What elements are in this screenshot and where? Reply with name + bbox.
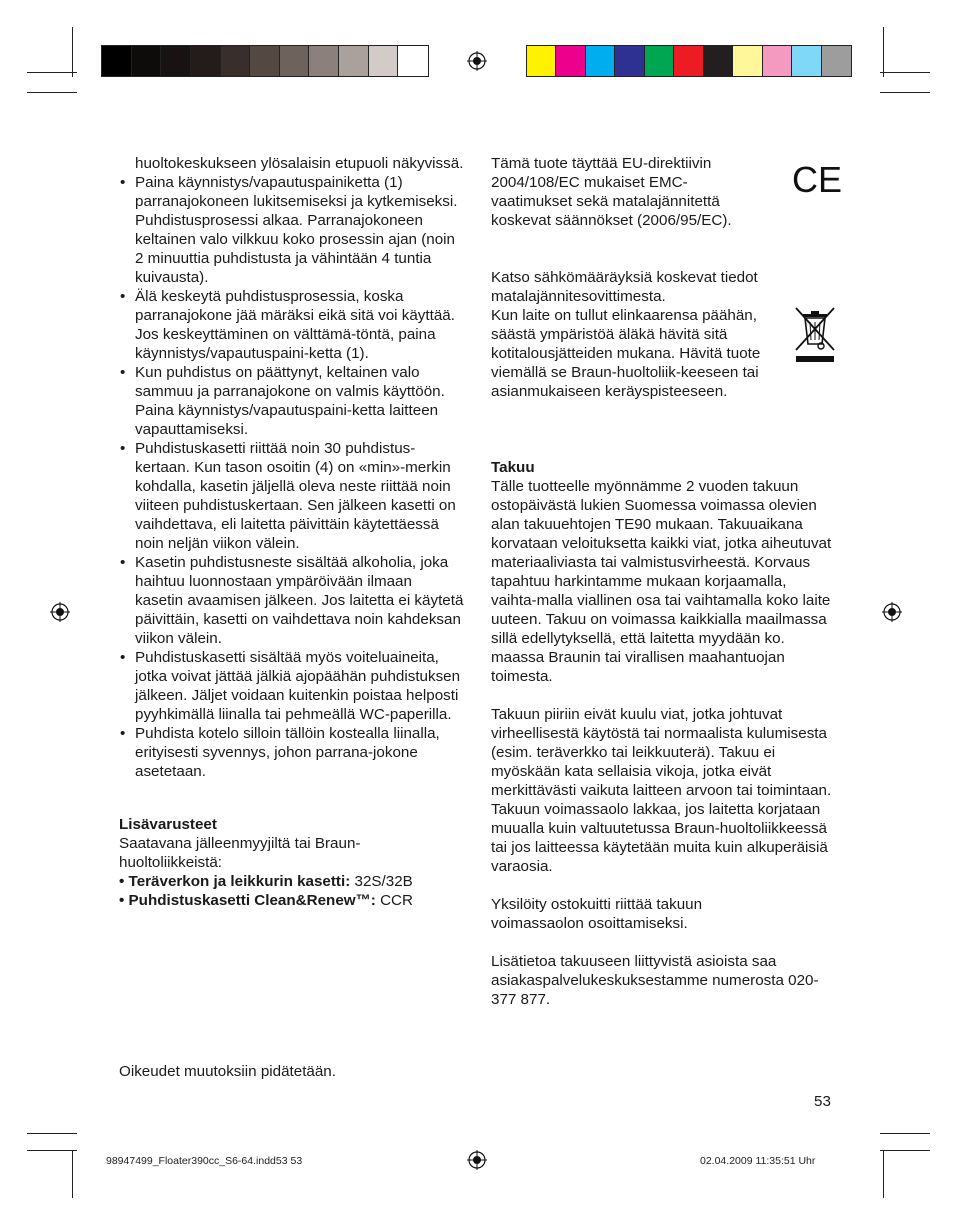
- gray-swatch: [369, 46, 399, 76]
- gray-swatch: [309, 46, 339, 76]
- ce-mark-icon: [792, 159, 843, 200]
- list-item: • Kasetin puhdistusneste sisältää alkoholia, joka haihtuu luonnostaan ympäröivään ilmaan kasetin avaamisen jälkeen. Jos laitetta ei käytetä päivittäin, kasetti on vaihdettava noin kahdeksan viikon välein.: [119, 553, 464, 648]
- registration-mark-icon: [467, 51, 487, 71]
- gray-swatch: [161, 46, 191, 76]
- gray-swatch: [280, 46, 310, 76]
- accessories-text: Saatavana jälleenmyyjiltä tai Braun-huoltoliikkeistä:: [119, 835, 361, 871]
- warranty-paragraph-4: Lisätietoa takuuseen liittyvistä asioista saa asiakaspalvelukeskuksestamme numerosta 020-377 877.: [491, 953, 819, 1008]
- list-item: • Kun puhdistus on päättynyt, keltainen valo sammuu ja parranajokone on valmis käyttöön. Paina käynnistys/vapautuspaini-ketta laitteen vapauttamiseksi.: [119, 363, 464, 439]
- gray-swatch: [398, 46, 428, 76]
- cleaning-instructions-list: [119, 173, 464, 781]
- list-item: • Puhdistuskasetti sisältää myös voiteluaineita, jotka voivat jättää jälkiä ajopäähän puhdistuksen jälkeen. Jäljet voidaan kuitenkin poistaa helposti pyyhkimällä liinalla tai pehmeällä WC-paperilla.: [119, 648, 464, 724]
- intro-text: huoltokeskukseen ylösalaisin etupuoli näkyvissä.: [135, 155, 464, 172]
- list-item: • Älä keskeytä puhdistusprosessia, koska parranajokone jää märäksi eikä sitä voi käyttää. Jos keskeyttäminen on välttämä-töntä, paina käynnistys/vapautuspaini-ketta (1).: [119, 287, 464, 363]
- rights-reserved-text: Oikeudet muutoksiin pidätetään.: [119, 1063, 336, 1080]
- gray-swatch: [191, 46, 221, 76]
- process-swatch: [822, 46, 851, 76]
- crossed-out-bin-icon: [794, 306, 836, 364]
- footer-file-info: 98947499_Floater390cc_S6-64.indd53 53: [106, 1155, 303, 1167]
- gray-swatch: [250, 46, 280, 76]
- registration-mark-icon: [50, 602, 70, 622]
- disposal-text: Kun laite on tullut elinkaarensa päähän, säästä ympäristöä äläkä hävitä sitä kotitalousjätteiden mukana. Hävitä tuote viemällä se Braun-huoltoliik-keeseen tai asianmukaiseen keräyspisteeseen.: [491, 307, 761, 400]
- process-swatch: [645, 46, 674, 76]
- process-swatch: [792, 46, 821, 76]
- eu-directive-text: Tämä tuote täyttää EU-direktiivin 2004/108/EC mukaiset EMC-vaatimukset sekä matalajännitettä koskevat säännökset (2006/95/EC).: [491, 155, 732, 229]
- list-item: • Paina käynnistys/vapautuspainiketta (1) parranajokoneen lukitsemiseksi ja kytkemiseksi. Puhdistusprosessi alkaa. Parranajokoneen keltainen valo vilkkuu koko prosessin ajan (noin 2 minuuttia puhdistusta ja vähintään 4 tuntia kuivausta).: [119, 173, 464, 287]
- warranty-paragraph-2: Takuun piiriin eivät kuulu viat, jotka johtuvat virheellisestä käytöstä tai normaalista kulumisesta (esim. teräverkko tai leikkuuterä). Takuu ei myöskään kata sellaisia vikoja, jotka eivät merkittävästi vaikuta laitteen arvoon tai toimintaan. Takuun voimassaolo lakkaa, jos laitetta korjataan muualla kuin valtuutetussa Braun-huoltoliikkeessä tai jos laitteessa käytetään muita kuin alkuperäisiä varaosia.: [491, 706, 832, 875]
- gray-swatch: [132, 46, 162, 76]
- svg-text:CE: CE: [792, 159, 843, 200]
- gray-color-bar: [101, 45, 429, 77]
- process-swatch: [704, 46, 733, 76]
- list-item: • Puhdista kotelo silloin tällöin kostealla liinalla, erityisesti syvennys, johon parrana-jokone asetetaan.: [119, 724, 464, 781]
- registration-mark-icon: [882, 602, 902, 622]
- process-swatch: [733, 46, 762, 76]
- process-swatch: [615, 46, 644, 76]
- gray-swatch: [102, 46, 132, 76]
- warranty-paragraph-1: Tälle tuotteelle myönnämme 2 vuoden takuun ostopäivästä lukien Suomessa voimassa olevien alan takuuehtojen TE90 mukaan. Takuuaikana korvataan veloituksetta kaikki viat, jotka aiheutuvat materiaaliviasta tai valmistusvirheestä. Korvaus tapahtuu harkintamme mukaan korjaamalla, vaihta-malla viallinen osa tai vaihtamalla koko laite uuteen. Takuu on voimassa kaikkialla maailmassa sillä edellytyksellä, että laitetta myydään ko. maassa Braunin tai virallisen maahantuojan toimesta.: [491, 478, 832, 685]
- right-column: [491, 154, 836, 1009]
- accessory-item: • Teräverkon ja leikkurin kasetti: 32S/32B: [119, 873, 413, 890]
- process-color-bar: [526, 45, 852, 77]
- accessory-item: • Puhdistuskasetti Clean&Renew™: CCR: [119, 892, 413, 909]
- gray-swatch: [339, 46, 369, 76]
- process-swatch: [556, 46, 585, 76]
- accessory-value: CCR: [380, 892, 413, 909]
- gray-swatch: [221, 46, 251, 76]
- accessories-list: [119, 872, 464, 910]
- accessories-heading: Lisävarusteet: [119, 816, 217, 833]
- process-swatch: [674, 46, 703, 76]
- process-swatch: [586, 46, 615, 76]
- registration-mark-icon: [467, 1150, 487, 1170]
- process-swatch: [763, 46, 792, 76]
- warranty-paragraph-3: Yksilöity ostokuitti riittää takuun voimassaolon osoittamiseksi.: [491, 896, 703, 932]
- accessory-label: Puhdistuskasetti Clean&Renew™:: [128, 892, 376, 909]
- page-number: 53: [814, 1093, 831, 1110]
- footer-timestamp: 02.04.2009 11:35:51 Uhr: [700, 1155, 816, 1167]
- regulations-text: Katso sähkömääräyksiä koskevat tiedot matalajännitesovittimesta.: [491, 269, 758, 305]
- list-item: • Puhdistuskasetti riittää noin 30 puhdistus-kertaan. Kun tason osoitin (4) on «min»-merkin kohdalla, kasetin jäljellä oleva neste riittää noin viiteen puhdistuskertaan. Sen jälkeen kasetti on vaihdettava, eli laitetta päivittäin käytettäessä noin neljän viikon välein.: [119, 439, 464, 553]
- process-swatch: [527, 46, 556, 76]
- warranty-heading: Takuu: [491, 459, 535, 476]
- accessory-label: Teräverkon ja leikkurin kasetti:: [128, 873, 351, 890]
- accessory-value: 32S/32B: [354, 873, 413, 890]
- left-column: [119, 154, 464, 910]
